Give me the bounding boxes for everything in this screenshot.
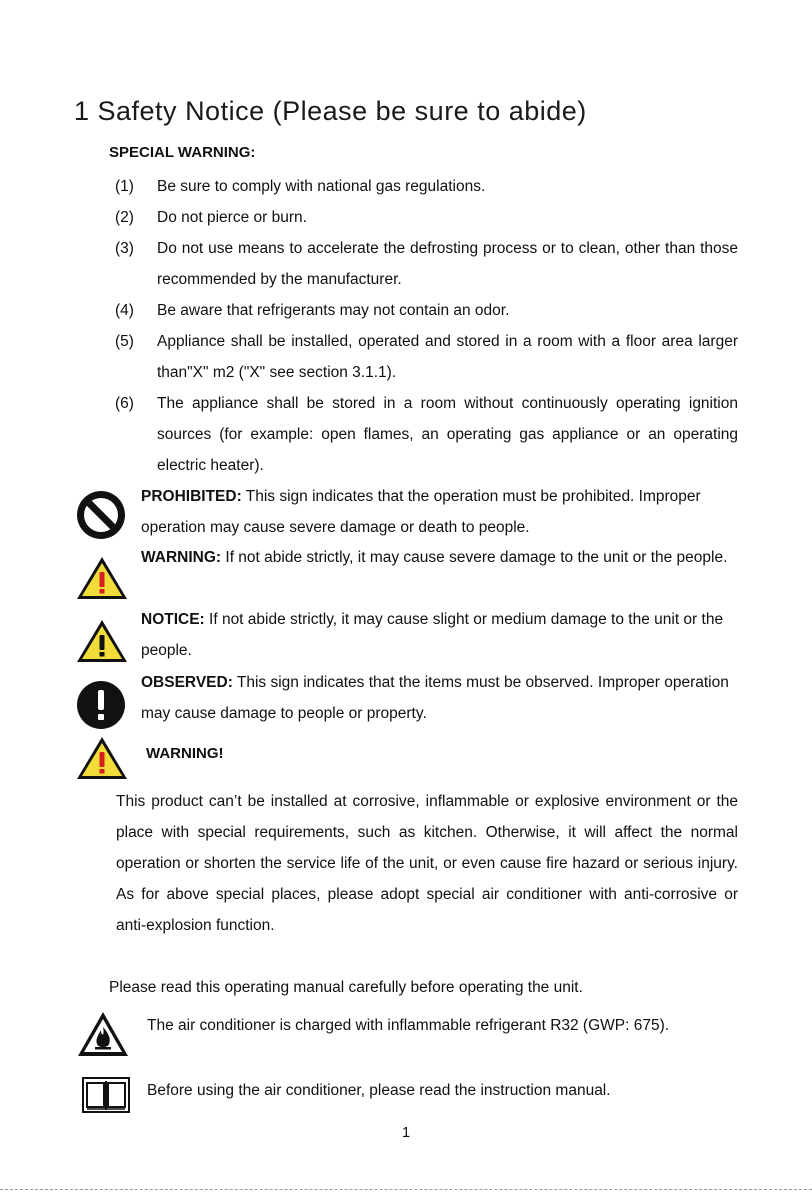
list-item-number: (1) [115, 178, 134, 195]
prohibited-description [141, 481, 741, 543]
list-item-text: The appliance shall be stored in a room without continuously operating ignition sources (for example: open flames, an operating gas appliance or an operating electric heater). [157, 395, 738, 474]
prohibited-label: PROHIBITED: [141, 488, 242, 505]
read-manual-line: Please read this operating manual carefully before operating the unit. [109, 979, 583, 996]
special-warning-heading: SPECIAL WARNING: [109, 144, 256, 161]
page-number: 1 [401, 1124, 411, 1141]
observed-text: This sign indicates that the items must be observed. Improper operation may cause damage to people or property. [141, 674, 729, 722]
list-item-text: Be sure to comply with national gas regulations. [157, 178, 486, 195]
list-item-number: (6) [115, 395, 134, 412]
manual-book-icon [82, 1077, 130, 1113]
list-item [115, 388, 738, 481]
notice-description [141, 604, 741, 666]
warning-triangle-icon [75, 555, 129, 601]
warning-label: WARNING: [141, 549, 222, 566]
observed-description [141, 667, 741, 729]
manual-note: Before using the air conditioner, please read the instruction manual. [147, 1082, 611, 1099]
observed-label: OBSERVED: [141, 674, 233, 691]
list-item [115, 171, 738, 202]
list-item-text: Be aware that refrigerants may not contain an odor. [157, 302, 510, 319]
flammable-note: The air conditioner is charged with inflammable refrigerant R32 (GWP: 675). [147, 1017, 670, 1034]
list-item [115, 295, 738, 326]
list-item [115, 233, 738, 295]
warning-triangle-icon [75, 735, 129, 781]
list-item-number: (5) [115, 333, 134, 350]
observed-icon [75, 679, 127, 731]
list-item [115, 326, 738, 388]
page-bottom-rule [0, 1189, 812, 1190]
list-item-text: Do not use means to accelerate the defrosting process or to clean, other than those recommended by the manufacturer. [157, 240, 738, 288]
warning-body: This product can’t be installed at corrosive, inflammable or explosive environment or the place with special requirements, such as kitchen. Otherwise, it will affect the normal operation or shorten the service life of the unit, or even cause fire hazard or serious injury. As for above special places, please adopt special air conditioner with anti-corrosive or anti-explosion function. [116, 793, 738, 934]
notice-text: If not abide strictly, it may cause slight or medium damage to the unit or the people. [141, 611, 724, 659]
notice-triangle-icon [75, 618, 129, 664]
list-item-number: (2) [115, 209, 134, 226]
list-item-text: Appliance shall be installed, operated and stored in a room with a floor area larger than"X" m2 ("X" see section 3.1.1). [157, 333, 738, 381]
notice-label: NOTICE: [141, 611, 205, 628]
warning-text: If not abide strictly, it may cause severe damage to the unit or the people. [221, 549, 728, 566]
list-item-number: (3) [115, 240, 134, 257]
warning-description [141, 542, 741, 573]
list-item-number: (4) [115, 302, 134, 319]
list-item [115, 202, 738, 233]
prohibited-icon [75, 489, 127, 541]
prohibited-text: This sign indicates that the operation must be prohibited. Improper operation may cause severe damage or death to people. [141, 488, 701, 536]
page-title: 1 Safety Notice (Please be sure to abide) [74, 96, 587, 126]
flammable-icon [76, 1010, 130, 1058]
list-item-text: Do not pierce or burn. [157, 209, 307, 226]
warning-heading: WARNING! [146, 745, 224, 762]
